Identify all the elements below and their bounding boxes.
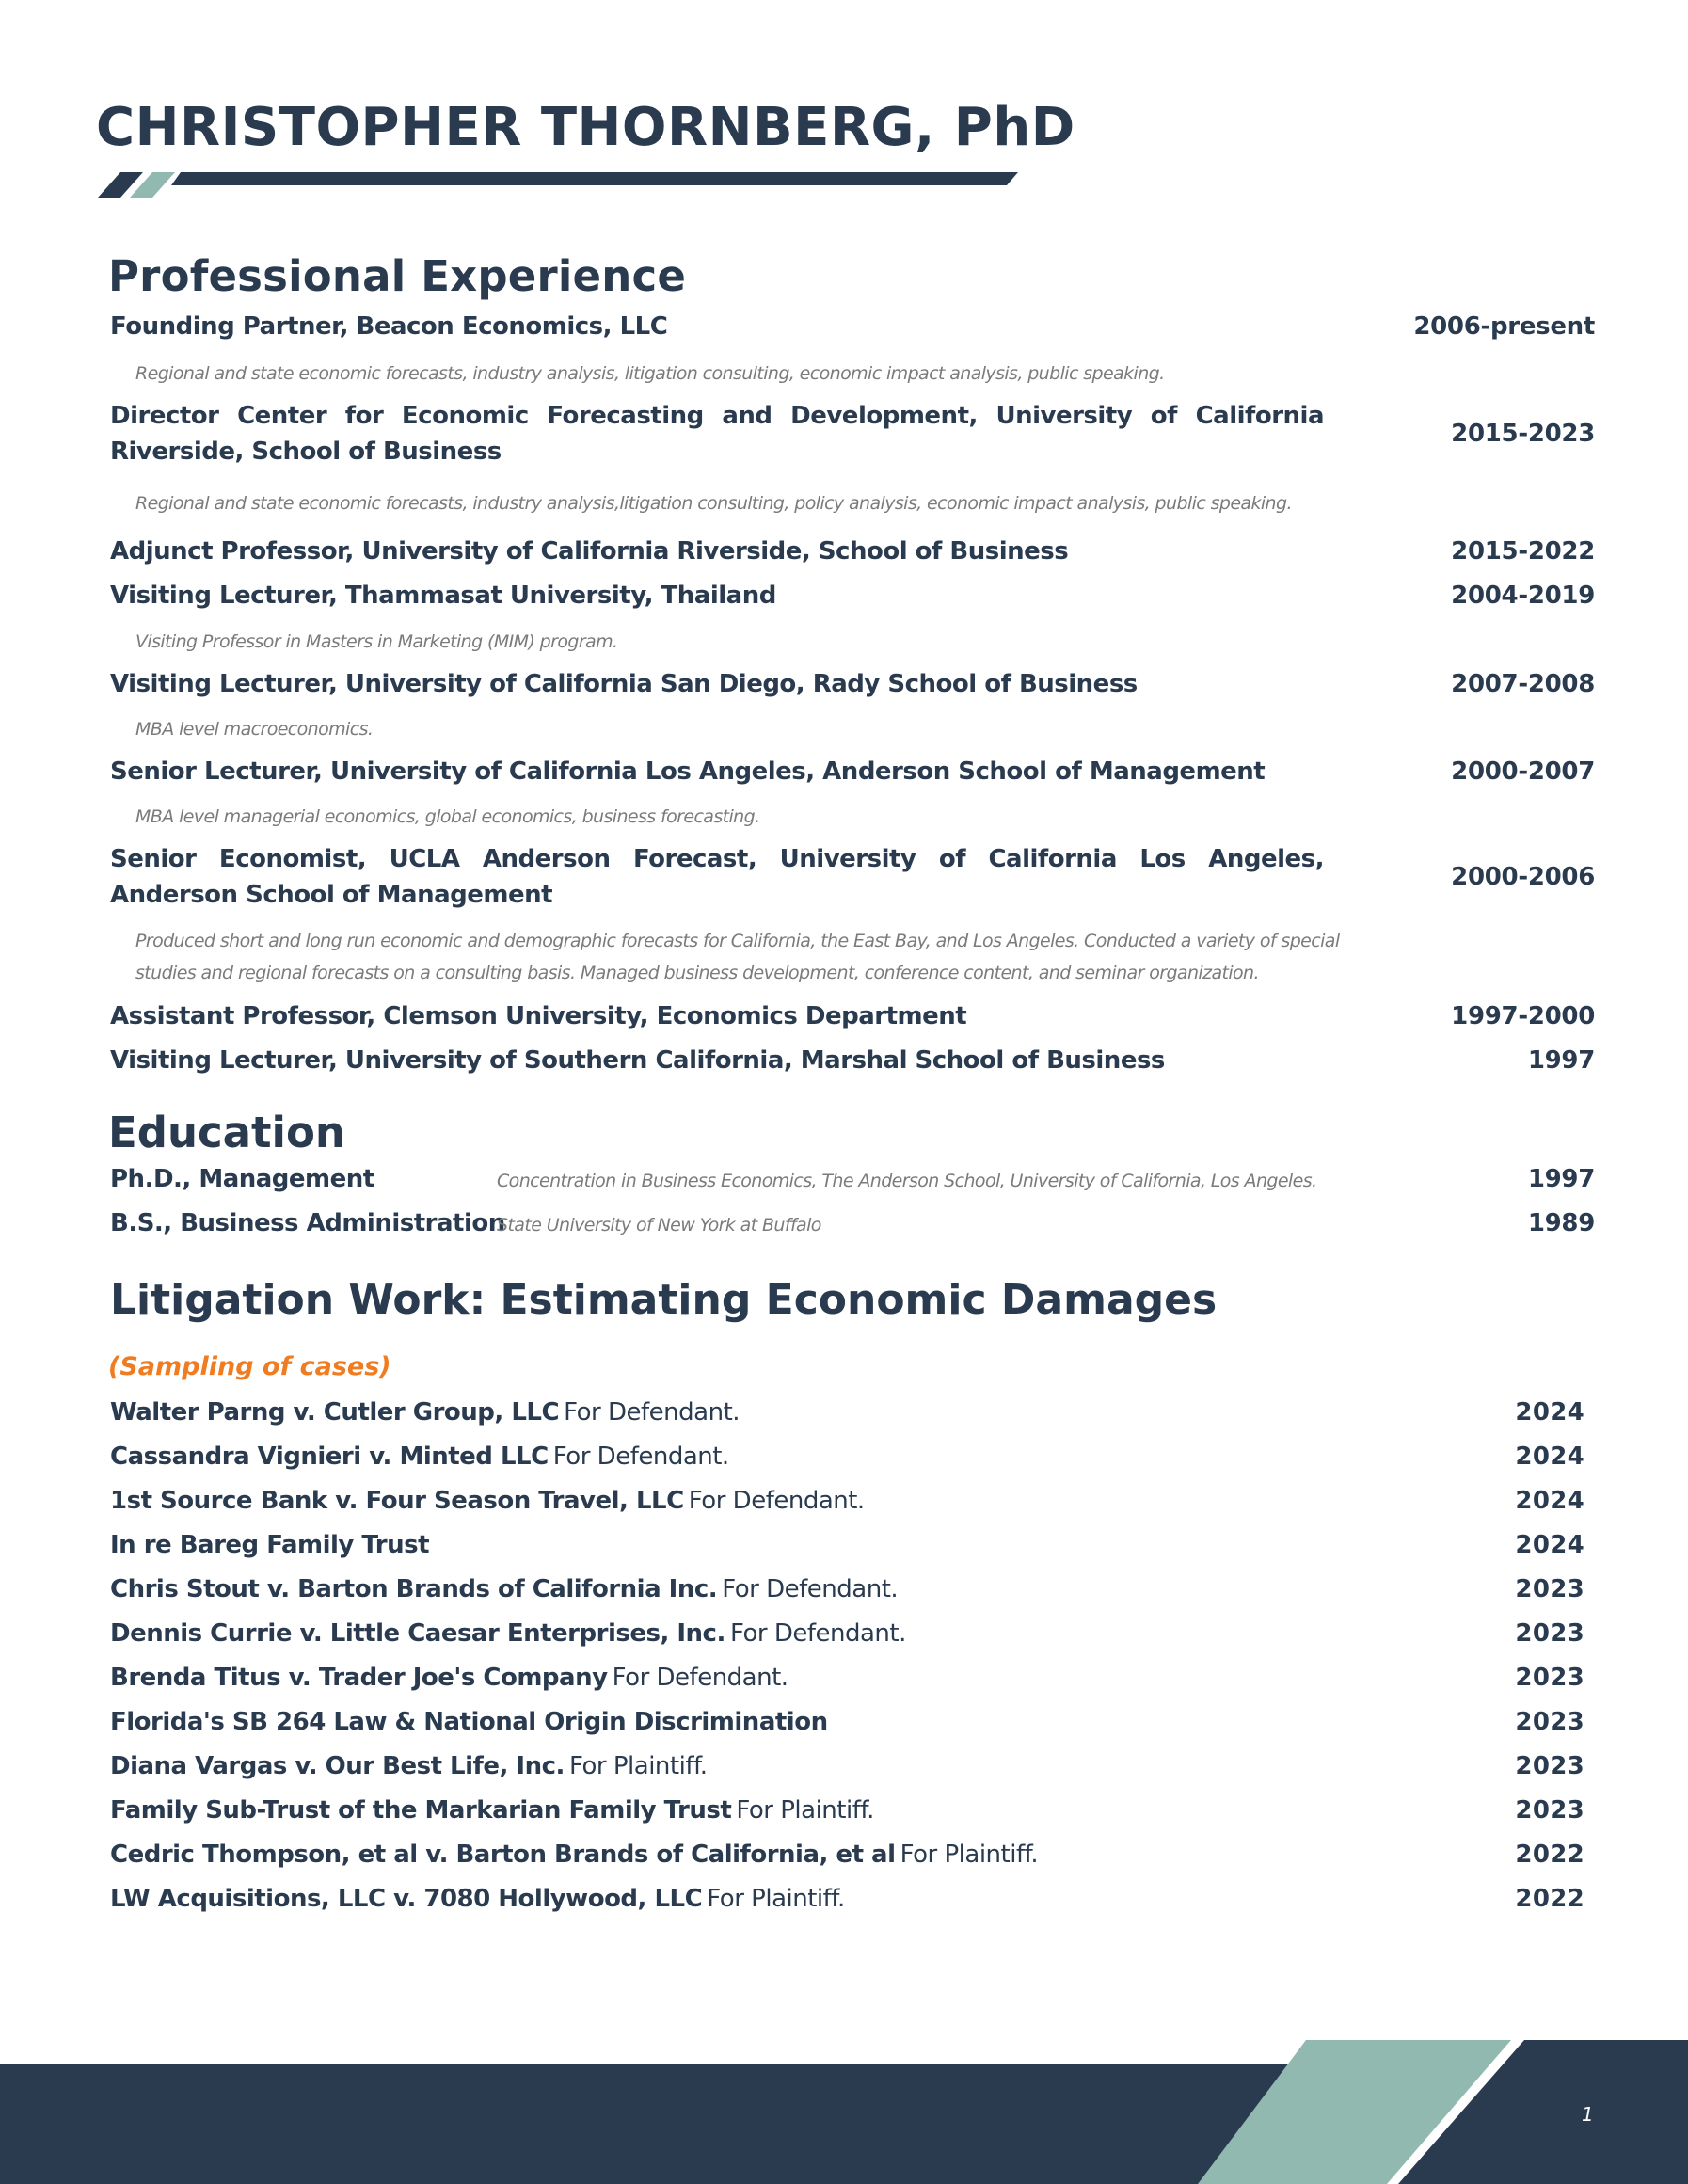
experience-description: Visiting Professor in Masters in Marketing (MIM) program.: [135, 631, 618, 652]
experience-years: 1997: [1527, 1046, 1595, 1075]
experience-role: Founding Partner, Beacon Economics, LLC: [110, 312, 668, 341]
case-name: Family Sub-Trust of the Markarian Family Trust: [110, 1796, 732, 1825]
case-year: 2022: [1515, 1885, 1584, 1913]
footer-band: [0, 2033, 1688, 2184]
case-year: 2023: [1515, 1619, 1584, 1648]
case-year: 2023: [1515, 1708, 1584, 1736]
case-item: [110, 1885, 1584, 1913]
case-name: Diana Vargas v. Our Best Life, Inc.: [110, 1752, 565, 1780]
education-detail: Concentration in Business Economics, The Anderson School, University of California, Los Angeles.: [497, 1171, 1317, 1191]
accent-bar-long: [171, 172, 1018, 185]
experience-years: 2006-present: [1413, 312, 1595, 341]
case-name: Chris Stout v. Barton Brands of California Inc.: [110, 1575, 718, 1603]
case-item: [110, 1664, 1584, 1692]
case-name: Florida's SB 264 Law & National Origin Discrimination: [110, 1708, 828, 1736]
header-accent-bar: [94, 169, 1026, 199]
case-year: 2024: [1515, 1531, 1584, 1559]
experience-role: Senior Economist, UCLA Anderson Forecast, University of California Los Angeles, Anderson School of Management: [110, 845, 1324, 909]
education-item: [110, 1165, 1595, 1193]
experience-description: Regional and state economic forecasts, industry analysis, litigation consulting, economic impact analysis, public speaking.: [135, 363, 1165, 384]
section-title-litigation: Litigation Work: Estimating Economic Damages: [110, 1276, 1218, 1324]
experience-item: [110, 841, 1595, 913]
experience-role: Director Center for Economic Forecasting and Development, University of California Riverside, School of Business: [110, 402, 1324, 466]
case-year: 2023: [1515, 1752, 1584, 1780]
case-text: [110, 1796, 874, 1825]
experience-item: [110, 754, 1595, 789]
case-year: 2024: [1515, 1398, 1584, 1427]
case-item: [110, 1796, 1584, 1825]
experience-item: [110, 1043, 1595, 1078]
case-side: For Defendant.: [722, 1575, 899, 1603]
case-year: 2024: [1515, 1443, 1584, 1471]
case-name: In re Bareg Family Trust: [110, 1531, 430, 1559]
case-text: [110, 1487, 865, 1515]
experience-role: Visiting Lecturer, University of California San Diego, Rady School of Business: [110, 670, 1138, 698]
case-text: [110, 1708, 828, 1736]
case-name: Cedric Thompson, et al v. Barton Brands of California, et al: [110, 1841, 896, 1869]
experience-description: MBA level managerial economics, global economics, business forecasting.: [135, 806, 760, 827]
experience-item: [110, 534, 1595, 569]
section-title-experience: Professional Experience: [108, 251, 687, 301]
experience-years: 2000-2007: [1451, 757, 1595, 786]
experience-description: MBA level macroeconomics.: [135, 719, 374, 740]
experience-item: [110, 578, 1595, 614]
case-item: [110, 1443, 1584, 1471]
case-year: 2023: [1515, 1575, 1584, 1603]
experience-item: [110, 666, 1595, 702]
case-text: [110, 1619, 906, 1648]
case-year: 2024: [1515, 1487, 1584, 1515]
education-year: 1997: [1527, 1165, 1595, 1193]
experience-item: [110, 309, 1595, 344]
experience-years: 2015-2023: [1451, 420, 1595, 448]
case-text: [110, 1443, 729, 1471]
case-name: Cassandra Vignieri v. Minted LLC: [110, 1443, 549, 1471]
case-text: [110, 1885, 845, 1913]
experience-years: 2007-2008: [1451, 670, 1595, 698]
case-text: [110, 1398, 740, 1427]
case-year: 2023: [1515, 1796, 1584, 1825]
experience-years: 2015-2022: [1451, 537, 1595, 566]
page-number: 1: [1582, 2103, 1594, 2126]
education-year: 1989: [1527, 1209, 1595, 1237]
case-item: [110, 1487, 1584, 1515]
case-name: Walter Parng v. Cutler Group, LLC: [110, 1398, 560, 1427]
case-item: [110, 1398, 1584, 1427]
education-degree: B.S., Business Administration: [110, 1209, 505, 1237]
case-side: For Defendant.: [564, 1398, 740, 1427]
case-item: [110, 1752, 1584, 1780]
case-name: LW Acquisitions, LLC v. 7080 Hollywood, LLC: [110, 1885, 703, 1913]
candidate-name: CHRISTOPHER THORNBERG, PhD: [96, 97, 1075, 158]
case-name: Dennis Currie v. Little Caesar Enterprises, Inc.: [110, 1619, 725, 1648]
experience-role: Visiting Lecturer, University of Southern California, Marshal School of Business: [110, 1046, 1165, 1075]
case-side: For Defendant.: [552, 1443, 729, 1471]
experience-description: Produced short and long run economic and demographic forecasts for California, the East Bay, and Los Angeles. Conducted a variety of special studies and regional forecasts on a consulting basis. Managed business development, conference content, and seminar organization.: [135, 931, 1340, 983]
case-name: 1st Source Bank v. Four Season Travel, LLC: [110, 1487, 684, 1515]
experience-description: Regional and state economic forecasts, industry analysis,litigation consulting, policy analysis, economic impact analysis, public speaking.: [135, 493, 1292, 514]
experience-years: 1997-2000: [1451, 1002, 1595, 1030]
case-year: 2022: [1515, 1841, 1584, 1869]
case-side: For Defendant.: [729, 1619, 906, 1648]
case-side: For Plaintiff.: [707, 1885, 845, 1913]
experience-item: [110, 998, 1595, 1034]
case-side: For Defendant.: [612, 1664, 788, 1692]
experience-role: Adjunct Professor, University of California Riverside, School of Business: [110, 537, 1069, 566]
case-item: [110, 1841, 1584, 1869]
case-side: For Defendant.: [688, 1487, 865, 1515]
experience-years: 2004-2019: [1451, 582, 1595, 610]
case-text: [110, 1531, 429, 1559]
case-text: [110, 1575, 898, 1603]
case-side: For Plaintiff.: [900, 1841, 1039, 1869]
case-text: [110, 1664, 788, 1692]
section-title-education: Education: [108, 1108, 345, 1157]
footer-dark-left: [0, 2064, 1295, 2184]
case-side: For Plaintiff.: [568, 1752, 708, 1780]
case-item: [110, 1708, 1584, 1736]
experience-item: [110, 398, 1595, 470]
case-side: For Plaintiff.: [736, 1796, 874, 1825]
case-item: [110, 1531, 1584, 1559]
case-item: [110, 1619, 1584, 1648]
case-year: 2023: [1515, 1664, 1584, 1692]
experience-years: 2000-2006: [1451, 863, 1595, 891]
education-item: [110, 1209, 1595, 1237]
litigation-subtitle: (Sampling of cases): [108, 1352, 391, 1381]
experience-role: Assistant Professor, Clemson University, Economics Department: [110, 1002, 967, 1030]
education-detail: State University of New York at Buffalo: [497, 1215, 821, 1235]
experience-role: Visiting Lecturer, Thammasat University, Thailand: [110, 582, 776, 610]
case-text: [110, 1752, 708, 1780]
case-text: [110, 1841, 1038, 1869]
education-degree: Ph.D., Management: [110, 1165, 374, 1193]
experience-role: Senior Lecturer, University of California Los Angeles, Anderson School of Management: [110, 757, 1266, 786]
case-item: [110, 1575, 1584, 1603]
case-name: Brenda Titus v. Trader Joe's Company: [110, 1664, 608, 1692]
